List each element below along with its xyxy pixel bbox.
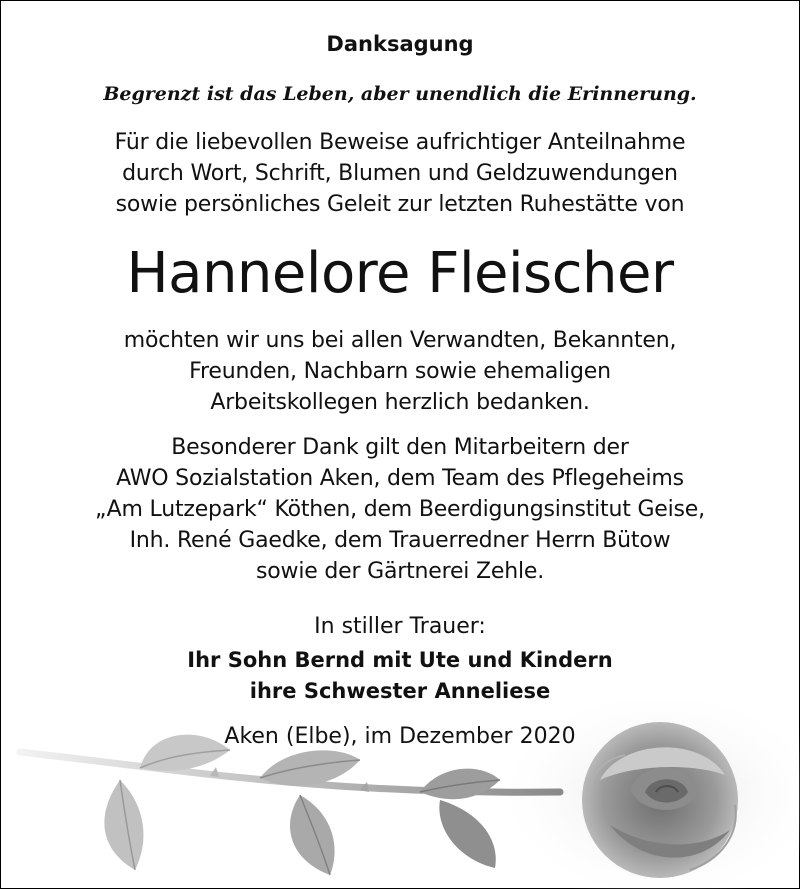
special-thanks-line: Inh. René Gaedke, dem Trauerredner Herrn Bütow [129,528,671,553]
notice-heading: Danksagung [326,32,474,56]
place-date: Aken (Elbe), im Dezember 2020 [224,724,576,749]
deceased-name: Hannelore Fleischer [126,241,674,306]
special-thanks-line: „Am Lutzepark“ Köthen, dem Beerdigungsinstitut Geise, [95,497,705,522]
special-thanks-line: Besonderer Dank gilt den Mitarbeitern der [171,435,629,460]
thanks-line: Freunden, Nachbarn sowie ehemaligen [189,359,611,384]
intro-line: durch Wort, Schrift, Blumen und Geldzuwendungen [122,161,678,186]
thanks-line: möchten wir uns bei allen Verwandten, Bekannten, [123,328,677,353]
intro-paragraph [0,127,800,220]
intro-line: sowie persönliches Geleit zur letzten Ruhestätte von [115,192,685,217]
special-thanks-line: AWO Sozialstation Aken, dem Team des Pflegeheims [116,466,684,491]
signer-line: Ihr Sohn Bernd mit Ute und Kindern [187,648,613,672]
leaf-shapes [104,735,500,875]
signers [0,645,800,707]
special-thanks-paragraph [0,432,800,587]
intro-line: Für die liebevollen Beweise aufrichtiger Anteilnahme [114,130,686,155]
thanks-line: Arbeitskollegen herzlich bedanken. [210,390,590,415]
signer-line: ihre Schwester Anneliese [249,679,551,703]
special-thanks-line: sowie der Gärtnerei Zehle. [256,559,544,584]
motto-quote: Begrenzt ist das Leben, aber unendlich die Erinnerung. [103,83,697,105]
thanks-paragraph [0,325,800,418]
signoff: In stiller Trauer: [314,614,486,639]
